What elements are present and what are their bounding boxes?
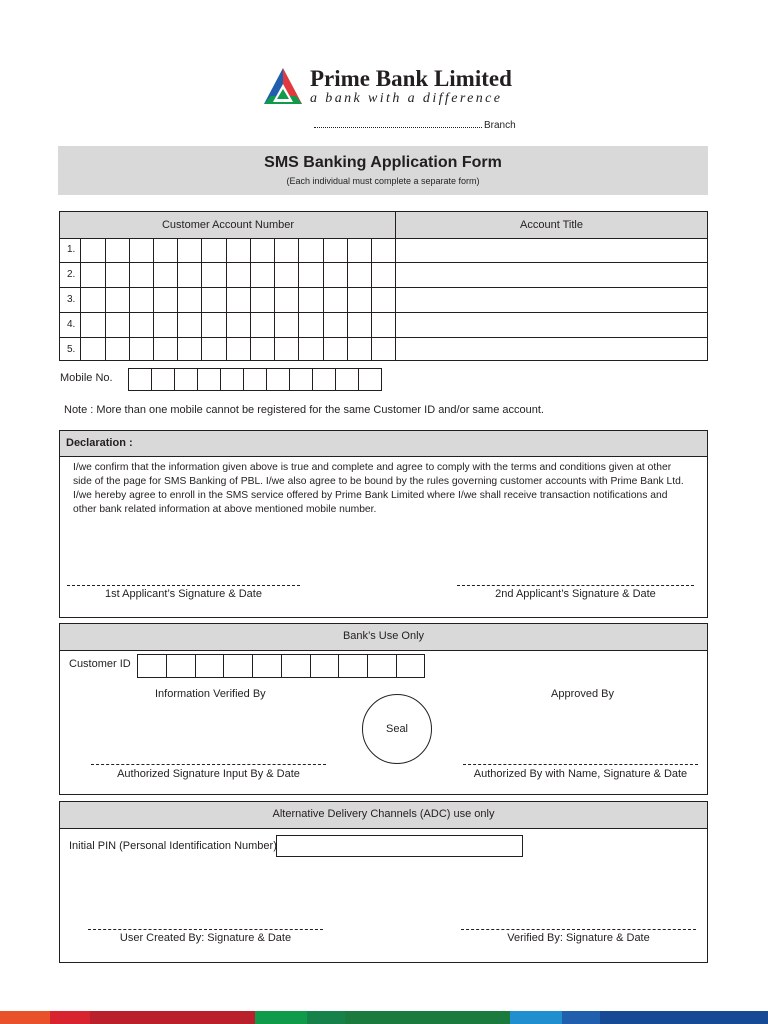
approved-by-label: Approved By: [551, 688, 614, 700]
applicant2-signature-label: 2nd Applicant’s Signature & Date: [495, 588, 656, 600]
digit-cell-divider: [274, 238, 275, 360]
signature-line: [457, 585, 694, 586]
form-subtitle: (Each individual must complete a separate form): [286, 176, 480, 186]
declaration-text: [73, 461, 684, 517]
stripe-segment: [90, 1011, 255, 1024]
initial-pin-label: Initial PIN (Personal Identification Number): [69, 840, 277, 852]
authorized-by-label: Authorized By with Name, Signature & Date: [473, 768, 688, 780]
declaration-line: I/we hereby agree to enroll in the SMS service offered by Prime Bank Limited where I/we shall receive transaction notifications and: [73, 490, 668, 501]
applicant1-signature-label: 1st Applicant’s Signature & Date: [105, 588, 262, 600]
digit-cell-divider: [226, 238, 227, 360]
seal-circle: Seal: [362, 694, 432, 764]
information-verified-label: Information Verified By: [155, 688, 266, 700]
signature-line: [67, 585, 300, 586]
stripe-segment: [255, 1011, 307, 1024]
customer-id-label: Customer ID: [69, 658, 131, 670]
digit-cell-divider: [347, 238, 348, 360]
adc-heading: Alternative Delivery Channels (ADC) use only: [60, 802, 707, 829]
stripe-segment: [562, 1011, 600, 1024]
declaration-line: other bank related information at above mentioned mobile number.: [73, 504, 377, 515]
declaration-section: [59, 430, 708, 618]
signature-line: [461, 929, 696, 930]
stripe-segment: [600, 1011, 768, 1024]
branch-dotted-line: [314, 119, 482, 128]
col-header-account-title: Account Title: [520, 219, 583, 231]
row-divider: [60, 262, 707, 263]
form-title: SMS Banking Application Form: [264, 154, 502, 171]
declaration-header: [60, 431, 707, 457]
digit-cell-divider: [177, 238, 178, 360]
mobile-label: Mobile No.: [60, 372, 113, 384]
signature-line: [88, 929, 323, 930]
account-table: [59, 211, 708, 361]
declaration-line: side of the page for SMS Banking of PBL. I/we also agree to be bound by the rules governing customer accounts with Prime Bank Ltd.: [73, 476, 684, 487]
stripe-segment: [50, 1011, 90, 1024]
authorized-signature-input-label: Authorized Signature Input By & Date: [117, 768, 300, 780]
row-divider: [60, 312, 707, 313]
bank-logo: [262, 66, 304, 108]
digit-cell-divider: [371, 238, 372, 360]
customer-id-field[interactable]: [137, 654, 425, 678]
digit-cell-divider: [323, 238, 324, 360]
declaration-heading: Declaration :: [66, 437, 133, 449]
signature-line: [91, 764, 326, 765]
row-number: 2.: [67, 269, 76, 280]
digit-cell-divider: [105, 238, 106, 360]
row-number: 3.: [67, 294, 76, 305]
digit-cell-divider: [298, 238, 299, 360]
user-created-by-label: User Created By: Signature & Date: [119, 932, 292, 944]
stripe-segment: [0, 1011, 50, 1024]
form-title-band: [58, 146, 708, 195]
row-number: 5.: [67, 344, 76, 355]
digit-cell-divider: [129, 238, 130, 360]
branch-field[interactable]: [314, 119, 516, 131]
adc-section: [59, 801, 708, 963]
bank-name: Prime Bank Limited: [310, 66, 512, 91]
row-divider: [60, 287, 707, 288]
row-number: 4.: [67, 319, 76, 330]
bank-tagline: a bank with a difference: [310, 91, 503, 106]
verified-by-label: Verified By: Signature & Date: [507, 932, 650, 944]
declaration-line: I/we confirm that the information given above is true and complete and agree to comply with the terms and conditions given at other: [73, 462, 672, 473]
mobile-number-field[interactable]: [128, 368, 382, 391]
bank-use-heading: Bank’s Use Only: [60, 624, 707, 651]
col-header-account-number: Customer Account Number: [161, 219, 295, 231]
note-text: Note : More than one mobile cannot be registered for the same Customer ID and/or same account.: [64, 404, 544, 416]
digit-cell-divider: [80, 238, 81, 360]
row-divider: [60, 337, 707, 338]
initial-pin-field[interactable]: [276, 835, 523, 857]
row-number: 1.: [67, 244, 76, 255]
signature-line: [463, 764, 698, 765]
digit-cell-divider: [250, 238, 251, 360]
footer-color-stripe: [0, 1011, 768, 1024]
digit-cell-divider: [153, 238, 154, 360]
stripe-segment: [510, 1011, 562, 1024]
stripe-segment: [307, 1011, 345, 1024]
stripe-segment: [345, 1011, 510, 1024]
branch-label: Branch: [484, 120, 516, 131]
digit-cell-divider: [201, 238, 202, 360]
bank-use-section: [59, 623, 708, 795]
